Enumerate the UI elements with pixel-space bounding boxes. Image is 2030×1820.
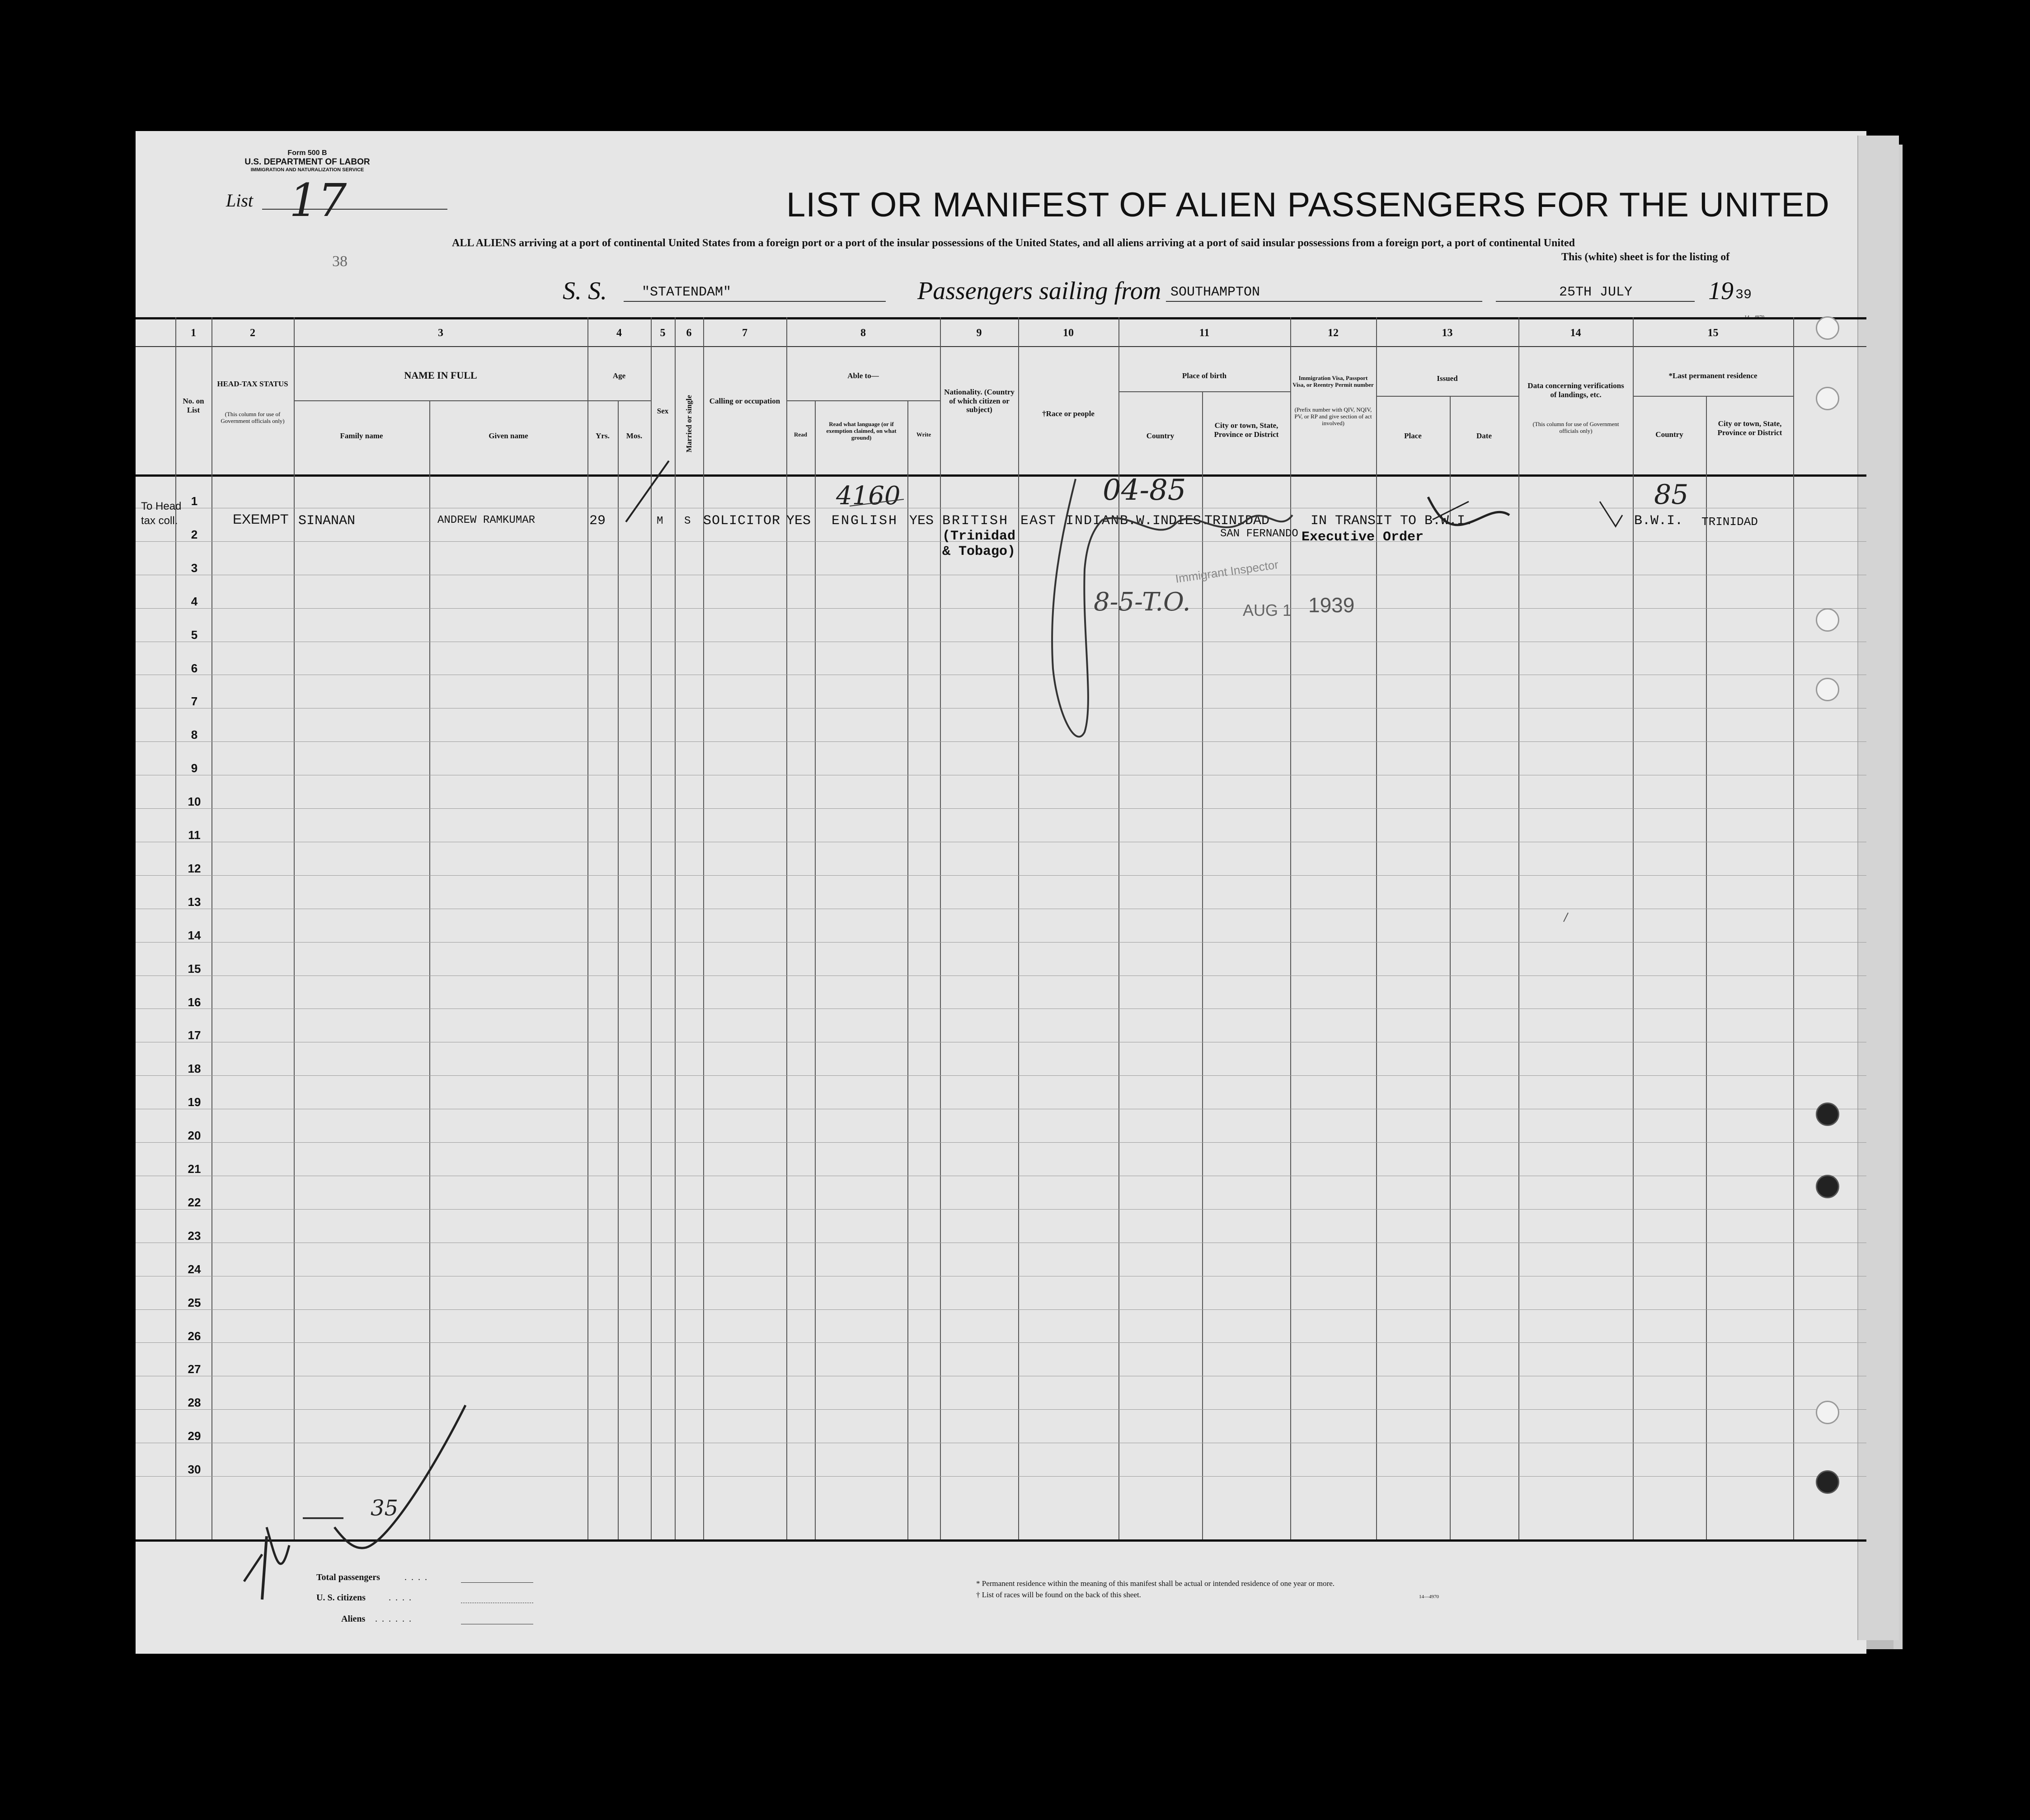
row-number: 29	[188, 1429, 201, 1443]
col-number-12: 12	[1328, 327, 1339, 339]
header-sex: Sex	[657, 407, 669, 415]
header-family-name: Family name	[340, 432, 383, 440]
col-number-15: 15	[1707, 327, 1719, 339]
punch-hole-5	[1816, 1102, 1839, 1126]
header-write: Write	[916, 431, 931, 438]
passenger-write: YES	[909, 513, 934, 529]
left-margin-line-1: To Head	[141, 500, 182, 512]
passenger-occupation: SOLICITOR	[703, 513, 781, 529]
footer-total-passengers: Total passengers	[316, 1572, 380, 1582]
row-number: 20	[188, 1129, 201, 1143]
footer-form-code: 14—4970	[1419, 1594, 1439, 1600]
row-number: 12	[188, 861, 201, 875]
header-read: Read	[794, 431, 807, 438]
tally-stroke-1	[244, 1554, 262, 1581]
header-no-on-list: No. on List	[183, 397, 204, 414]
header-race: †Race or people	[1042, 409, 1095, 418]
row-number: 27	[188, 1362, 201, 1376]
header-last-residence: *Last permanent residence	[1668, 371, 1757, 380]
signature-stroke-1	[1052, 479, 1103, 737]
department-name: U.S. DEPARTMENT OF LABOR	[244, 157, 370, 167]
header-place-of-birth: Place of birth	[1182, 371, 1227, 380]
tally-stroke-3	[267, 1527, 289, 1564]
arrival-stamp-date: AUG 1	[1243, 601, 1292, 619]
inspector-code-annotation: 8-5-T.O.	[1094, 587, 1191, 617]
issued-date-scribble	[1428, 497, 1509, 525]
total-check-stroke	[334, 1405, 465, 1548]
ss-label: S. S.	[563, 277, 607, 305]
row-number: 4	[191, 594, 198, 608]
row-number: 30	[188, 1463, 201, 1477]
header-married-single: Married or single	[685, 395, 694, 453]
col-number-10: 10	[1063, 327, 1074, 339]
footer-aliens-dots: ......	[375, 1614, 416, 1624]
header-calling: Calling or occupation	[709, 397, 780, 405]
stray-mark: 38	[332, 253, 348, 270]
header-nationality: Nationality. (Country of which citizen or subject)	[944, 388, 1015, 414]
passenger-visa: IN TRANSIT TO B.W.I.	[1311, 513, 1474, 529]
row-number: 13	[188, 895, 201, 909]
arrival-stamp-year: 1939	[1308, 593, 1355, 617]
header-issued-date: Date	[1476, 432, 1492, 440]
issued-date-scribble-2	[1433, 502, 1469, 520]
col-number-8: 8	[860, 327, 866, 339]
row-number: 23	[188, 1229, 201, 1243]
header-residence-country: Country	[1655, 430, 1683, 439]
inspector-stamp: Immigrant Inspector	[1174, 558, 1279, 586]
header-head-tax: HEAD-TAX STATUS	[217, 380, 288, 388]
sailing-label: Passengers sailing from	[917, 277, 1161, 305]
header-age: Age	[612, 371, 626, 380]
manifest-title: LIST OR MANIFEST OF ALIEN PASSENGERS FOR THE UNITED	[786, 186, 1830, 224]
footer-citizens-dots: ....	[389, 1593, 416, 1603]
punch-hole-4	[1816, 678, 1839, 701]
footnote-permanent-residence: * Permanent residence within the meaning of this manifest shall be actual or intended residence of one year or more.	[976, 1579, 1335, 1588]
residence-code-annotation: 85	[1654, 479, 1689, 511]
total-written-annotation: 35	[371, 1496, 399, 1521]
header-able-to: Able to—	[847, 371, 879, 380]
year-prefix: 19	[1708, 277, 1734, 305]
footer-aliens: Aliens	[341, 1614, 366, 1624]
row-number: 11	[188, 828, 201, 842]
row-number: 24	[188, 1262, 201, 1276]
col-number-7: 7	[742, 327, 747, 339]
header-issued: Issued	[1437, 374, 1458, 383]
header-visa: Immigration Visa, Passport Visa, or Reentry Permit number	[1292, 375, 1374, 388]
punch-hole-8	[1816, 1470, 1839, 1494]
row-number: 7	[191, 694, 198, 708]
header-visa-note: (Prefix number with QIV, NQIV, PV, or RP and give section of act involved)	[1294, 406, 1372, 427]
punch-hole-6	[1816, 1175, 1839, 1198]
service-name: IMMIGRATION AND NATURALIZATION SERVICE	[250, 167, 364, 173]
col-number-9: 9	[976, 327, 982, 339]
col-number-5: 5	[660, 327, 666, 339]
row-number: 28	[188, 1396, 201, 1410]
row-number: 25	[188, 1295, 201, 1309]
row-number: 9	[191, 761, 198, 775]
header-head-tax-note: (This column for use of Government officials only)	[221, 411, 285, 424]
footer-total-dots: ....	[404, 1572, 432, 1582]
header-read-language: Read what language (or if exemption claimed, on what ground)	[826, 421, 897, 441]
passenger-birth-city-line2: SAN FERNANDO	[1220, 528, 1298, 540]
manifest-subtitle-line2: This (white) sheet is for the listing of	[1561, 251, 1730, 263]
col-number-11: 11	[1199, 327, 1210, 339]
passenger-read: YES	[786, 513, 811, 529]
header-given-name: Given name	[489, 432, 528, 440]
list-number: 17	[289, 174, 347, 227]
passenger-family-name: SINANAN	[298, 513, 356, 529]
row-number: 8	[191, 728, 198, 742]
passenger-sex: M	[657, 515, 663, 527]
row-number: 17	[188, 1028, 201, 1042]
header-name-in-full: NAME IN FULL	[404, 370, 477, 381]
punch-hole-7	[1816, 1401, 1839, 1424]
col-number-14: 14	[1570, 327, 1581, 339]
punch-hole-3	[1816, 608, 1839, 632]
row-number: 22	[188, 1195, 201, 1209]
stray-pen-mark	[1564, 913, 1568, 922]
row-number: 3	[191, 561, 198, 575]
passenger-residence-country: B.W.I.	[1634, 513, 1683, 529]
header-issued-place: Place	[1404, 432, 1422, 440]
passenger-birth-city: TRINIDAD	[1204, 513, 1270, 529]
language-code-annotation: 4160	[836, 481, 901, 511]
row-number: 10	[188, 795, 201, 809]
row-number: 15	[188, 962, 201, 976]
year-suffix: 39	[1735, 287, 1752, 303]
row-number: 2	[191, 527, 198, 541]
header-age-mos: Mos.	[626, 432, 643, 440]
age-check-stroke	[626, 461, 669, 522]
race-code-annotation: 04-85	[1103, 474, 1186, 507]
passenger-birth-country: B.W.INDIES.	[1120, 513, 1210, 529]
footnote-races: † List of races will be found on the back of this sheet.	[976, 1590, 1141, 1599]
header-data-concerning: Data concerning verifications of landings, etc.	[1527, 381, 1624, 399]
departure-date: 25TH JULY	[1559, 285, 1633, 300]
list-label: List	[226, 190, 254, 211]
punch-hole-2	[1816, 387, 1839, 410]
form-number: Form 500 B	[287, 149, 327, 157]
passenger-nationality: BRITISH	[942, 513, 1009, 529]
passenger-age-yrs: 29	[589, 513, 606, 529]
signature-stroke-2	[1103, 515, 1292, 530]
row-number: 19	[188, 1095, 201, 1109]
language-mark-stroke	[850, 499, 904, 506]
passenger-visa-line2: Executive Order	[1302, 530, 1424, 545]
header-birth-country: Country	[1146, 432, 1175, 440]
passenger-given-name: ANDREW RAMKUMAR	[437, 514, 536, 526]
col-number-13: 13	[1442, 327, 1453, 339]
passenger-marital: S	[684, 515, 691, 527]
col-number-6: 6	[686, 327, 692, 339]
departure-port: SOUTHAMPTON	[1170, 285, 1260, 300]
row-number: 18	[188, 1062, 201, 1076]
row-number: 6	[191, 661, 198, 675]
verification-tick	[1600, 502, 1622, 526]
row-number: 14	[188, 928, 201, 942]
footer-us-citizens: U. S. citizens	[316, 1593, 366, 1603]
header-data-note: (This column for use of Government officials only)	[1532, 421, 1619, 434]
passenger-head-tax: EXEMPT	[233, 512, 289, 527]
corner-form-code: 14—4970	[1744, 314, 1764, 320]
row-number: 16	[188, 995, 201, 1009]
row-number: 1	[191, 494, 198, 508]
left-margin-line-2: tax coll.	[141, 515, 178, 527]
passenger-residence-city: TRINIDAD	[1701, 515, 1758, 529]
header-birth-city: City or town, State, Province or District	[1214, 421, 1279, 439]
col-number-4: 4	[616, 327, 622, 339]
ship-name: "STATENDAM"	[642, 285, 732, 300]
passenger-language: ENGLISH	[832, 513, 898, 529]
col-number-3: 3	[438, 327, 443, 339]
row-number: 21	[188, 1162, 201, 1176]
punch-hole-1	[1816, 316, 1839, 340]
col-number-2: 2	[250, 327, 255, 339]
passenger-nationality-line2: (Trinidad	[942, 529, 1016, 544]
row-number: 5	[191, 628, 198, 642]
row-number: 26	[188, 1329, 201, 1343]
col-number-1: 1	[191, 327, 196, 339]
manifest-subtitle-line1: ALL ALIENS arriving at a port of continental United States from a foreign port or a port of the insular possessions of the United States, and all aliens arriving at a port of said insular possessions from a foreign port, a port of continental United	[452, 237, 1575, 249]
header-residence-city: City or town, State, Province or District	[1717, 419, 1782, 437]
tally-stroke-2	[262, 1536, 267, 1600]
passenger-nationality-line3: & Tobago)	[942, 544, 1016, 559]
passenger-race: EAST INDIAN	[1020, 513, 1120, 529]
footer-total-line	[461, 1582, 533, 1583]
header-age-yrs: Yrs.	[596, 432, 610, 440]
